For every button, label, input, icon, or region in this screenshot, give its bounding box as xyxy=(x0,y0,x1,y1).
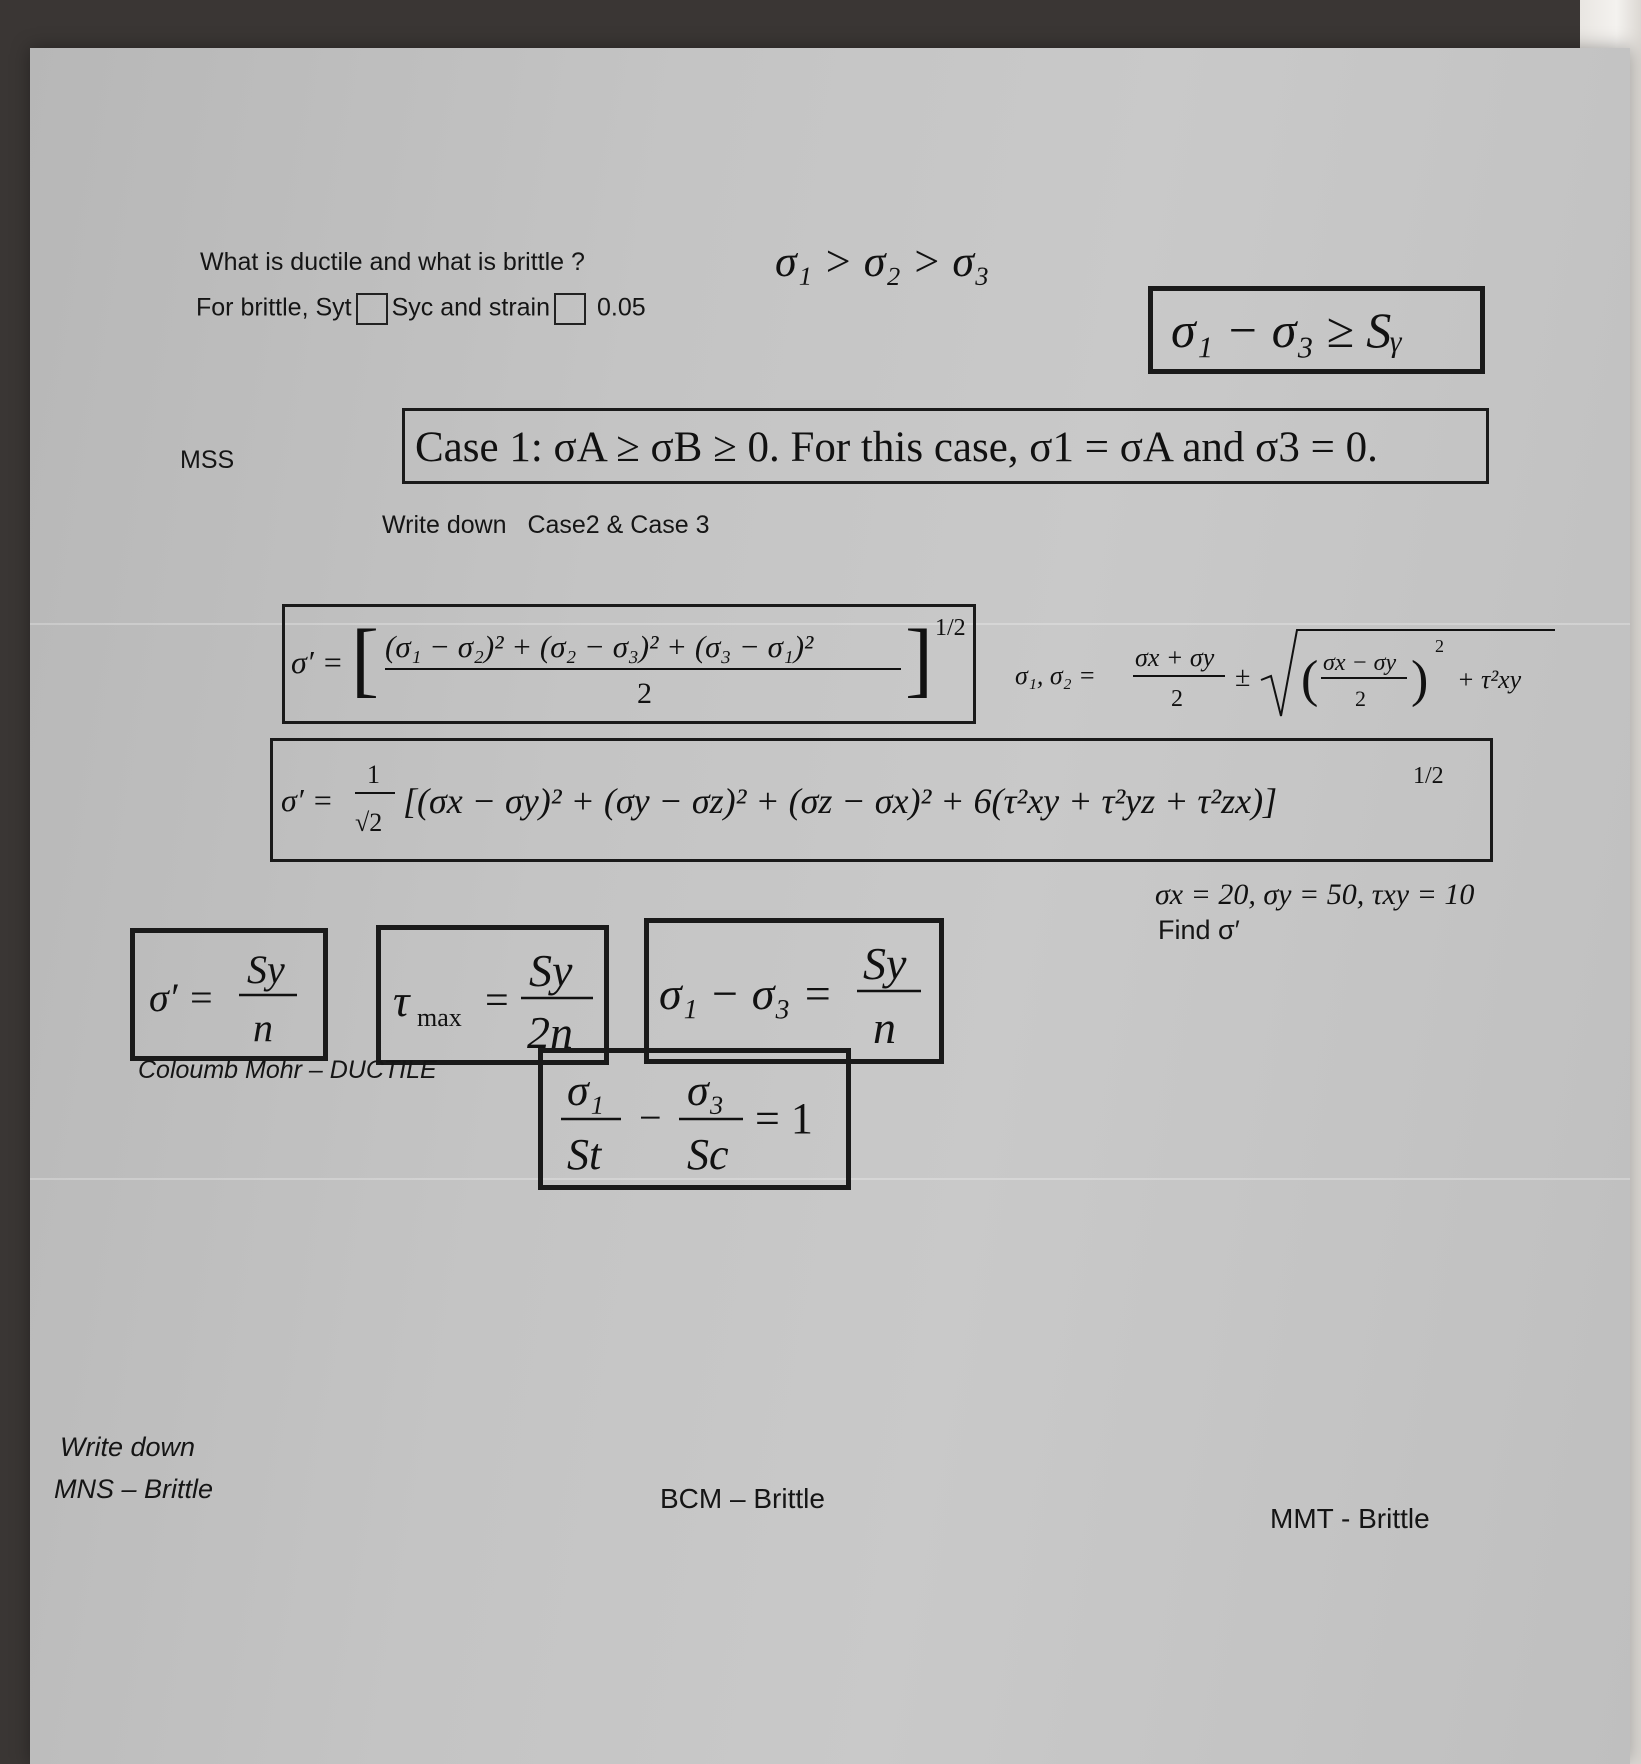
coulomb-mohr-box xyxy=(538,1048,851,1190)
svg-text:+ τ²xy: + τ²xy xyxy=(1457,665,1522,694)
case1-box xyxy=(402,408,1489,484)
svg-text:(: ( xyxy=(1301,651,1319,708)
case1-text: Case 1: σA ≥ σB ≥ 0. For this case, σ1 = σA and σ3 = 0. xyxy=(415,424,1378,471)
example-ask: Find σ′ xyxy=(1158,915,1240,945)
svg-text:√2: √2 xyxy=(355,808,383,837)
svg-text:1/2: 1/2 xyxy=(1413,763,1444,789)
svg-text:σx + σy: σx + σy xyxy=(1135,643,1215,672)
svg-text:2n: 2n xyxy=(527,1007,573,1058)
svg-text:σ₃: σ₃ xyxy=(687,1066,724,1115)
svg-text:= 1: = 1 xyxy=(755,1094,813,1143)
example-given: σx = 20, σy = 50, τxy = 10 xyxy=(1155,878,1475,911)
principal-order: σ₁ > σ₂ > σ₃ xyxy=(775,237,990,286)
svg-text:=: = xyxy=(485,978,509,1024)
principal-stress-formula xyxy=(1015,616,1575,726)
svg-text:σx − σy: σx − σy xyxy=(1323,650,1397,676)
distortion-energy-design-formula xyxy=(135,933,323,1056)
von-mises-principal-box xyxy=(282,604,976,724)
brittle-mid: Syc and strain xyxy=(391,293,551,322)
svg-text:σ′ =: σ′ = xyxy=(291,644,344,680)
coulomb-mohr-label: Coloumb Mohr – DUCTILE xyxy=(138,1056,437,1084)
svg-text:±: ± xyxy=(1235,662,1251,693)
write-down-note xyxy=(382,511,709,540)
brittle-value: 0.05 xyxy=(596,293,646,322)
mns-brittle-label: MNS – Brittle xyxy=(54,1474,214,1504)
mss-criterion-box xyxy=(1148,286,1485,374)
mss-label: MSS xyxy=(180,446,235,474)
brittle-prefix: For brittle, Syt xyxy=(196,293,352,322)
svg-text:2: 2 xyxy=(1355,686,1366,711)
von-mises-principal-formula xyxy=(285,607,973,721)
tau-max-box xyxy=(376,925,609,1065)
coulomb-mohr-formula xyxy=(543,1053,846,1185)
mss-design-box xyxy=(644,918,944,1064)
mss-design-formula xyxy=(649,923,939,1059)
svg-text:Sy: Sy xyxy=(863,938,907,989)
svg-text:(σ₁ − σ₂)² + (σ₂ − σ₃)² + (σ₃: (σ₁ − σ₂)² + (σ₂ − σ₃)² + (σ₃ − σ₁)² xyxy=(385,629,814,664)
svg-text:St: St xyxy=(567,1130,602,1179)
bcm-brittle-label: BCM – Brittle xyxy=(660,1483,825,1514)
tau-max-formula xyxy=(381,930,604,1060)
svg-text:[(σx − σy)² + (σy − σz)² + (σz: [(σx − σy)² + (σy − σz)² + (σz − σx)² + 6(τ²xy + τ²yz + τ²zx)] xyxy=(403,781,1278,821)
svg-text:n: n xyxy=(253,1005,273,1050)
svg-text:[: [ xyxy=(351,613,379,706)
von-mises-general-formula xyxy=(273,741,1490,859)
svg-text:]: ] xyxy=(905,613,933,706)
paper-sheet xyxy=(30,48,1630,1764)
svg-text:1/2: 1/2 xyxy=(935,615,966,641)
von-mises-general-box xyxy=(270,738,1493,862)
svg-text:−: − xyxy=(639,1095,662,1140)
svg-text:2: 2 xyxy=(637,677,652,710)
footer-write-down: Write down xyxy=(60,1432,196,1462)
svg-text:Sy: Sy xyxy=(529,945,573,996)
svg-text:σ₁, σ₂ =: σ₁, σ₂ = xyxy=(1015,661,1096,690)
distortion-energy-design-box xyxy=(130,928,328,1061)
question-text: What is ductile and what is brittle ? xyxy=(200,248,585,276)
svg-text:): ) xyxy=(1411,651,1429,708)
svg-text:2: 2 xyxy=(1171,686,1183,712)
case-list: Case2 & Case 3 xyxy=(527,511,710,539)
blank-checkbox[interactable] xyxy=(554,293,586,325)
svg-text:σ′ =: σ′ = xyxy=(149,975,215,1020)
write-down-label: Write down xyxy=(382,511,507,539)
mss-criterion: σ₁ − σ₃ ≥ Sᵧ xyxy=(1171,302,1403,358)
blank-checkbox[interactable] xyxy=(356,293,388,325)
svg-text:σ₁: σ₁ xyxy=(567,1066,604,1115)
svg-text:τ: τ xyxy=(393,975,410,1026)
mmt-brittle-label: MMT - Brittle xyxy=(1270,1503,1430,1534)
svg-text:σ′ =: σ′ = xyxy=(281,782,334,818)
svg-text:Sc: Sc xyxy=(687,1130,729,1179)
svg-text:n: n xyxy=(873,1002,896,1053)
brittle-line xyxy=(196,293,646,325)
svg-text:2: 2 xyxy=(1435,636,1444,656)
svg-text:max: max xyxy=(417,1003,462,1032)
svg-text:Sy: Sy xyxy=(247,947,285,992)
svg-text:1: 1 xyxy=(367,760,380,789)
svg-text:σ₁ − σ₃ =: σ₁ − σ₃ = xyxy=(659,968,833,1019)
